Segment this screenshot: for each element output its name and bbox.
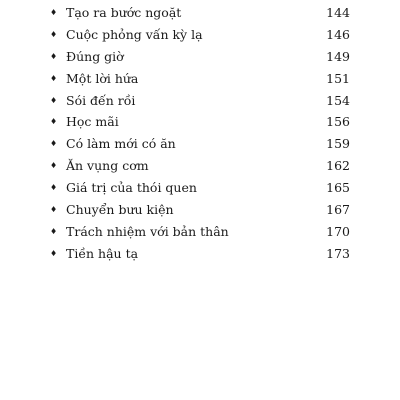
entry-page-number: 151 xyxy=(326,70,350,86)
entry-title: Học mãi xyxy=(66,114,119,130)
entry-page-number: 146 xyxy=(326,26,350,42)
toc-entry xyxy=(50,133,350,155)
bullet-diamond-icon: ♦ xyxy=(50,183,58,193)
toc-entry xyxy=(50,155,350,177)
entry-title: Có làm mới có ăn xyxy=(66,136,176,152)
entry-title: Chuyển bưu kiện xyxy=(66,201,174,217)
bullet-diamond-icon: ♦ xyxy=(50,248,58,258)
bullet-diamond-icon: ♦ xyxy=(50,51,58,61)
entry-page-number: 170 xyxy=(326,223,350,239)
entry-title: Một lời hứa xyxy=(66,70,139,86)
bullet-diamond-icon: ♦ xyxy=(50,117,58,127)
bullet-diamond-icon: ♦ xyxy=(50,204,58,214)
bullet-diamond-icon: ♦ xyxy=(50,73,58,83)
entry-page-number: 156 xyxy=(326,114,350,130)
entry-page-number: 173 xyxy=(326,245,350,261)
toc-entry xyxy=(50,221,350,243)
bullet-diamond-icon: ♦ xyxy=(50,139,58,149)
toc-entry xyxy=(50,90,350,112)
entry-page-number: 165 xyxy=(326,179,350,195)
toc-entry xyxy=(50,111,350,133)
bullet-diamond-icon: ♦ xyxy=(50,226,58,236)
entry-title: Trách nhiệm với bản thân xyxy=(66,223,229,239)
entry-page-number: 162 xyxy=(326,157,350,173)
bullet-diamond-icon: ♦ xyxy=(50,95,58,105)
entry-page-number: 144 xyxy=(326,4,350,20)
bullet-diamond-icon: ♦ xyxy=(50,161,58,171)
toc-entry xyxy=(50,243,350,265)
bullet-diamond-icon: ♦ xyxy=(50,29,58,39)
entry-page-number: 167 xyxy=(326,201,350,217)
toc-entry xyxy=(50,46,350,68)
entry-title: Tiền hậu tạ xyxy=(66,245,139,261)
entry-page-number: 149 xyxy=(326,48,350,64)
entry-title: Giá trị của thói quen xyxy=(66,179,197,195)
toc-entry xyxy=(50,24,350,46)
toc-list xyxy=(50,2,350,265)
entry-page-number: 159 xyxy=(326,136,350,152)
entry-title: Sói đến rồi xyxy=(66,92,136,108)
bullet-diamond-icon: ♦ xyxy=(50,7,58,17)
toc-entry xyxy=(50,177,350,199)
toc-entry xyxy=(50,68,350,90)
toc-entry xyxy=(50,2,350,24)
entry-title: Ăn vụng cơm xyxy=(66,157,149,173)
toc-entry xyxy=(50,199,350,221)
entry-page-number: 154 xyxy=(326,92,350,108)
entry-title: Cuộc phỏng vấn kỳ lạ xyxy=(66,26,203,42)
entry-title: Tạo ra bước ngoặt xyxy=(66,4,182,20)
entry-title: Đúng giờ xyxy=(66,48,124,64)
